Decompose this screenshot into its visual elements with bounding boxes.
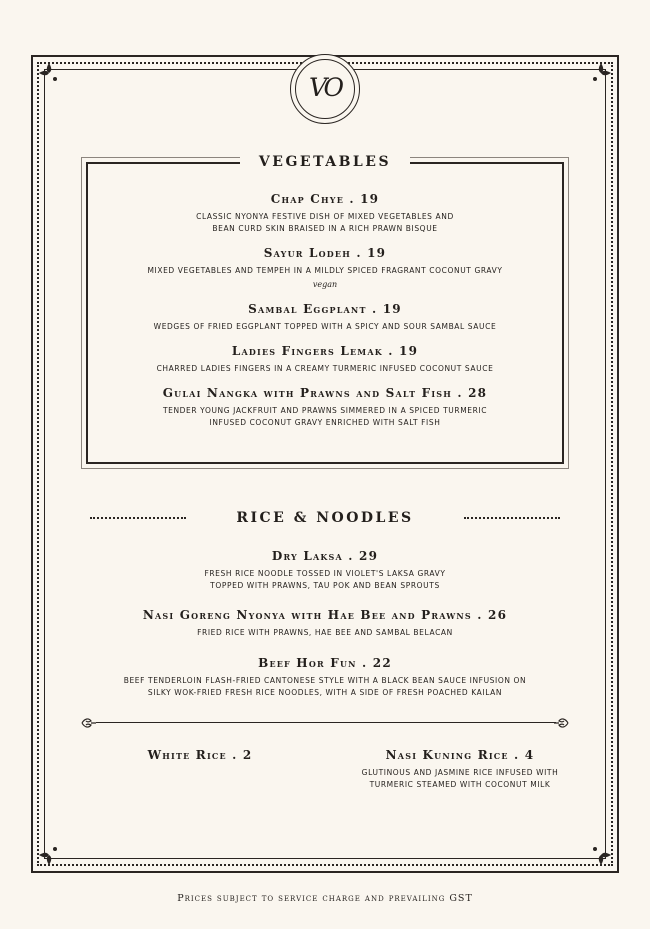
scroll-ornament-icon (80, 716, 96, 730)
menu-item-desc: MIXED VEGETABLES AND TEMPEH IN A MILDLY SPICED FRAGRANT COCONUT GRAVY (147, 266, 503, 275)
footer-note: Prices subject to service charge and prevailing GST (177, 893, 473, 904)
fleur-ornament-icon (588, 842, 614, 868)
menu-item-desc: CLASSIC NYONYA FESTIVE DISH OF MIXED VEGETABLES AND (196, 212, 454, 221)
menu-item-name: Ladies Fingers Lemak . 19 (231, 344, 419, 358)
menu-item-name: Beef Hor Fun . 22 (258, 656, 392, 670)
logo-text: VO (308, 73, 342, 102)
menu-item-desc: GLUTINOUS AND JASMINE RICE INFUSED WITH (361, 768, 559, 777)
vegetables-title: VEGETABLES (258, 154, 392, 170)
menu-item-desc: FRIED RICE WITH PRAWNS, HAE BEE AND SAMBAL BELACAN (197, 628, 453, 637)
menu-item-name: Chap Chye . 19 (270, 192, 380, 206)
menu-item-name: White Rice . 2 (147, 748, 253, 762)
fleur-ornament-icon (36, 842, 62, 868)
vegan-note: vegan (312, 280, 338, 289)
menu-item-desc: CHARRED LADIES FINGERS IN A CREAMY TURMERIC INFUSED COCONUT SAUCE (156, 364, 494, 373)
menu-item-name: Nasi Goreng Nyonya with Hae Bee and Prawns . 26 (142, 608, 508, 622)
menu-item-desc: TOPPED WITH PRAWNS, TAU POK AND BEAN SPROUTS (210, 581, 440, 590)
menu-item-name: Nasi Kuning Rice . 4 (385, 748, 535, 762)
fleur-ornament-icon (588, 60, 614, 86)
fleur-ornament-icon (36, 60, 62, 86)
scroll-ornament-icon (554, 716, 570, 730)
menu-item-desc: TURMERIC STEAMED WITH COCONUT MILK (369, 780, 551, 789)
menu-item-desc: SILKY WOK-FRIED FRESH RICE NOODLES, WITH A SIDE OF FRESH POACHED KAILAN (147, 688, 503, 697)
menu-item-desc: BEEF TENDERLOIN FLASH-FRIED CANTONESE STYLE WITH A BLACK BEAN SAUCE INFUSION ON (123, 676, 527, 685)
rice-noodles-title: RICE & NOODLES (236, 510, 414, 526)
menu-item-desc: TENDER YOUNG JACKFRUIT AND PRAWNS SIMMERED IN A SPICED TURMERIC (162, 406, 488, 415)
menu-item-desc: WEDGES OF FRIED EGGPLANT TOPPED WITH A SPICY AND SOUR SAMBAL SAUCE (153, 322, 497, 331)
menu-item-desc: FRESH RICE NOODLE TOSSED IN VIOLET'S LAKSA GRAVY (204, 569, 446, 578)
logo-monogram (290, 54, 360, 124)
menu-item-desc: INFUSED COCONUT GRAVY ENRICHED WITH SALT FISH (209, 418, 441, 427)
menu-item-name: Dry Laksa . 29 (271, 549, 379, 563)
menu-item-name: Sayur Lodeh . 19 (263, 246, 387, 260)
menu-item-name: Gulai Nangka with Prawns and Salt Fish . 28 (162, 386, 488, 400)
menu-item-desc: BEAN CURD SKIN BRAISED IN A RICH PRAWN BISQUE (212, 224, 438, 233)
divider-line (96, 722, 556, 723)
menu-item-name: Sambal Eggplant . 19 (248, 302, 402, 316)
